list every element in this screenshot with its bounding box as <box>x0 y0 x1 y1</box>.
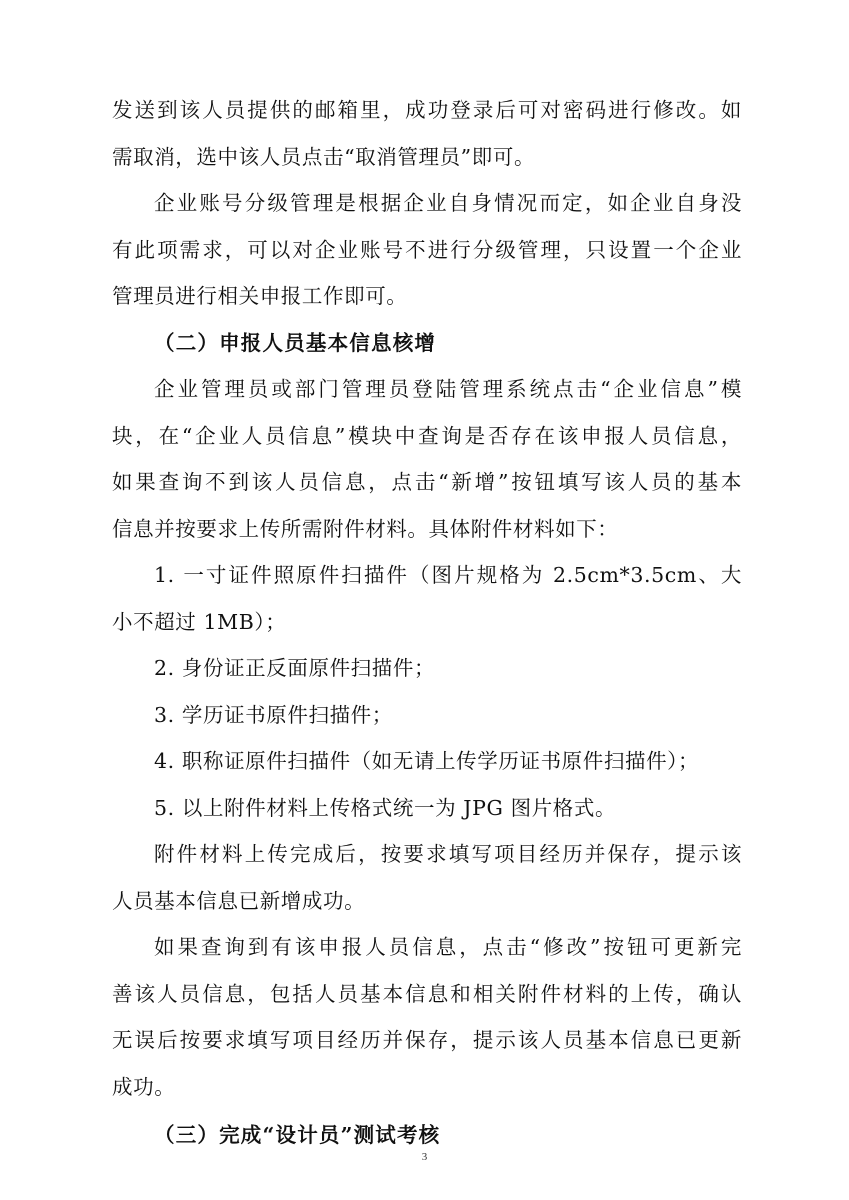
list-item: 1. 一寸证件照原件扫描件（图片规格为 2.5cm*3.5cm、大 <box>154 563 742 587</box>
paragraph-line: 企业管理员或部门管理员登陆管理系统点击“企业信息”模 <box>154 377 742 401</box>
section-heading: （三）完成“设计员”测试考核 <box>154 1123 441 1147</box>
paragraph-line: 善该人员信息，包括人员基本信息和相关附件材料的上传，确认 <box>112 981 742 1006</box>
list-item: 4. 职称证原件扫描件（如无请上传学历证书原件扫描件）； <box>154 749 700 773</box>
paragraph-line: 发送到该人员提供的邮箱里，成功登录后可对密码进行修改。如 <box>112 98 742 122</box>
paragraph-line: 有此项需求，可以对企业账号不进行分级管理，只设置一个企业 <box>112 237 742 262</box>
paragraph-line: 块，在“企业人员信息”模块中查询是否存在该申报人员信息， <box>112 423 742 448</box>
paragraph-line: 企业账号分级管理是根据企业自身情况而定，如企业自身没 <box>154 191 742 215</box>
paragraph-line: 人员基本信息已新增成功。 <box>112 888 366 913</box>
list-item: 5. 以上附件材料上传格式统一为 JPG 图片格式。 <box>154 795 617 820</box>
paragraph-line: 信息并按要求上传所需附件材料。具体附件材料如下： <box>112 516 619 541</box>
paragraph-line: 如果查询到有该申报人员信息，点击“修改”按钮可更新完 <box>154 935 742 959</box>
section-heading: （二）申报人员基本信息核增 <box>154 330 437 355</box>
list-item-continuation: 小不超过 1MB）； <box>112 609 287 634</box>
page-number: 3 <box>421 1151 428 1163</box>
paragraph-line: 成功。 <box>112 1074 176 1099</box>
paragraph-line: 需取消，选中该人员点击“取消管理员”即可。 <box>112 144 536 169</box>
list-item: 2. 身份证正反面原件扫描件； <box>154 656 436 680</box>
list-item: 3. 学历证书原件扫描件； <box>154 702 393 727</box>
paragraph-line: 附件材料上传完成后，按要求填写项目经历并保存，提示该 <box>154 842 742 866</box>
paragraph-line: 如果查询不到该人员信息，点击“新增”按钮填写该人员的基本 <box>112 470 742 494</box>
paragraph-line: 管理员进行相关申报工作即可。 <box>112 284 408 308</box>
paragraph-line: 无误后按要求填写项目经历并保存，提示该人员基本信息已更新 <box>112 1028 742 1052</box>
